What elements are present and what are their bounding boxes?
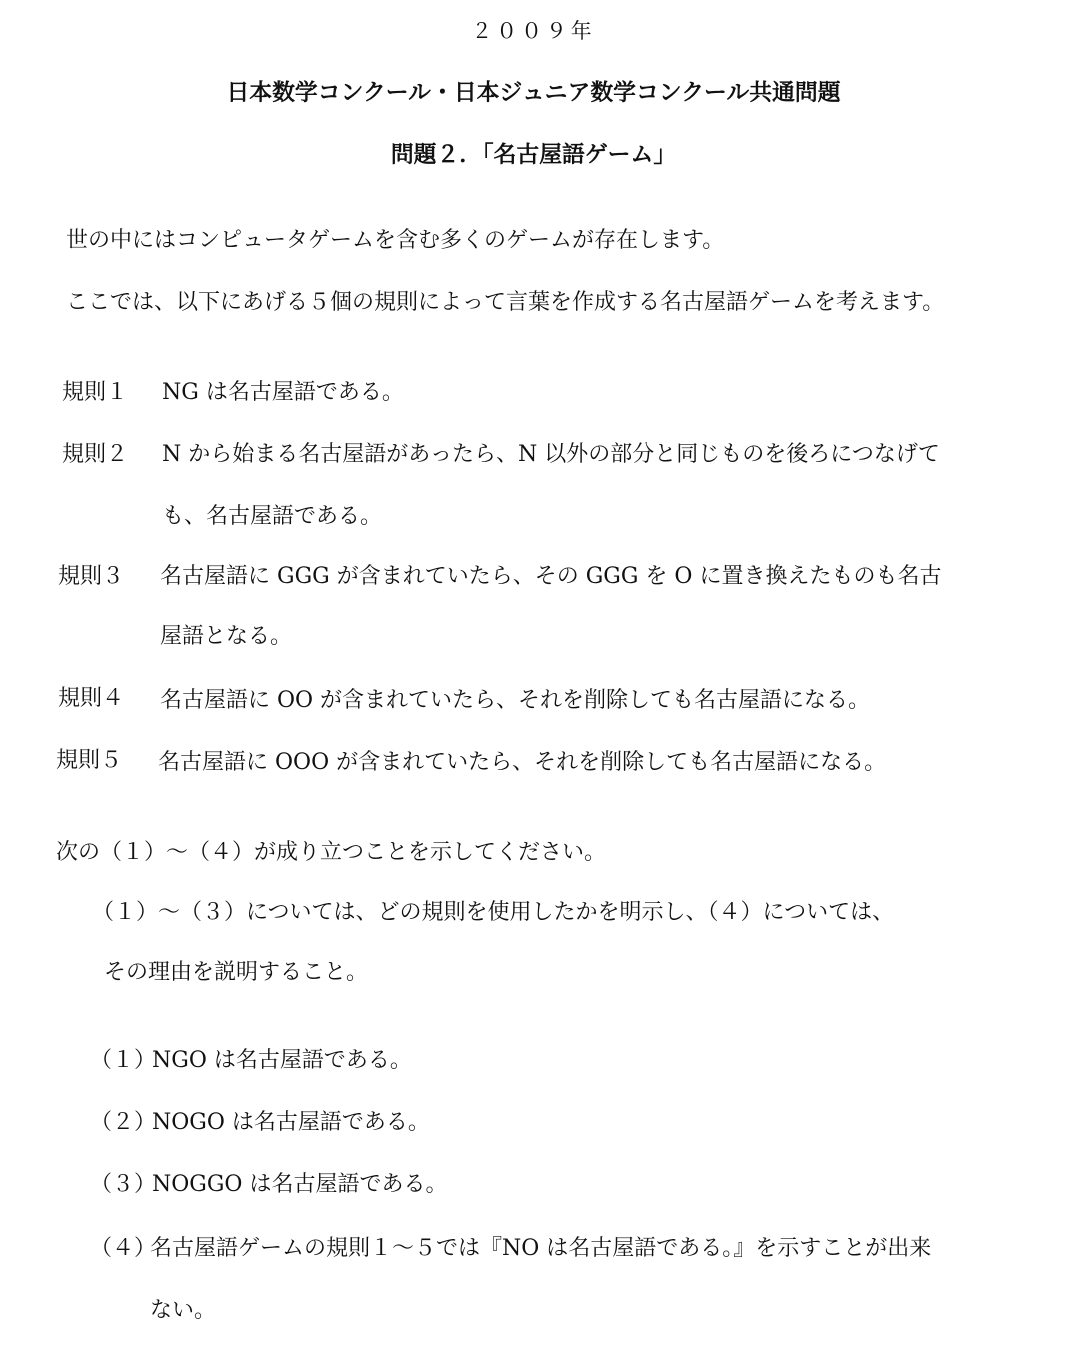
rule-3-text-line-1: 名古屋語に GGG が含まれていたら、その GGG を O に置き換えたものも名古 — [160, 564, 942, 589]
rule-2-text-line-1: N から始まる名古屋語があったら、N 以外の部分と同じものを後ろにつなげて — [162, 442, 940, 467]
question-1-text: NGO は名古屋語である。 — [152, 1048, 412, 1073]
rule-4-label: 規則４ — [58, 686, 125, 711]
question-3-number: （３） — [90, 1172, 157, 1197]
question-4-text-line-1: 名古屋語ゲームの規則１～５では『NO は名古屋語である。』を示すことが出来 — [150, 1236, 932, 1261]
rule-2-label: 規則２ — [62, 442, 129, 467]
problem-title: 問題２．「名古屋語ゲーム」 — [390, 142, 677, 168]
year-label: ２００９年 — [471, 19, 596, 43]
question-2-number: （２） — [90, 1110, 157, 1135]
rule-2-text-line-2: も、名古屋語である。 — [162, 504, 383, 529]
instruction-line-2: （１）～（３）については、どの規則を使用したかを明示し、（４）については、 — [92, 900, 895, 925]
rule-1-text: NG は名古屋語である。 — [162, 380, 404, 405]
competition-heading: 日本数学コンクール・日本ジュニア数学コンクール共通問題 — [226, 80, 841, 106]
question-4-text-line-2: ない。 — [150, 1298, 217, 1323]
rule-1-label: 規則１ — [62, 380, 129, 405]
intro-line-1: 世の中にはコンピュータゲームを含む多くのゲームが存在します。 — [66, 228, 725, 253]
question-4-number: （４） — [90, 1236, 157, 1261]
question-3-text: NOGGO は名古屋語である。 — [152, 1172, 448, 1197]
rule-4-text: 名古屋語に OO が含まれていたら、それを削除しても名古屋語になる。 — [160, 688, 871, 713]
rule-3-label: 規則３ — [58, 564, 125, 589]
question-1-number: （１） — [90, 1048, 157, 1073]
intro-line-2: ここでは、以下にあげる５個の規則によって言葉を作成する名古屋語ゲームを考えます。 — [66, 290, 945, 315]
rule-5-label: 規則５ — [56, 748, 123, 773]
instruction-line-1: 次の（１）～（４）が成り立つことを示してください。 — [56, 840, 607, 865]
rule-3-text-line-2: 屋語となる。 — [160, 624, 293, 649]
rule-5-text: 名古屋語に OOO が含まれていたら、それを削除しても名古屋語になる。 — [158, 750, 887, 775]
instruction-line-3: その理由を説明すること。 — [104, 960, 369, 985]
question-2-text: NOGO は名古屋語である。 — [152, 1110, 430, 1135]
